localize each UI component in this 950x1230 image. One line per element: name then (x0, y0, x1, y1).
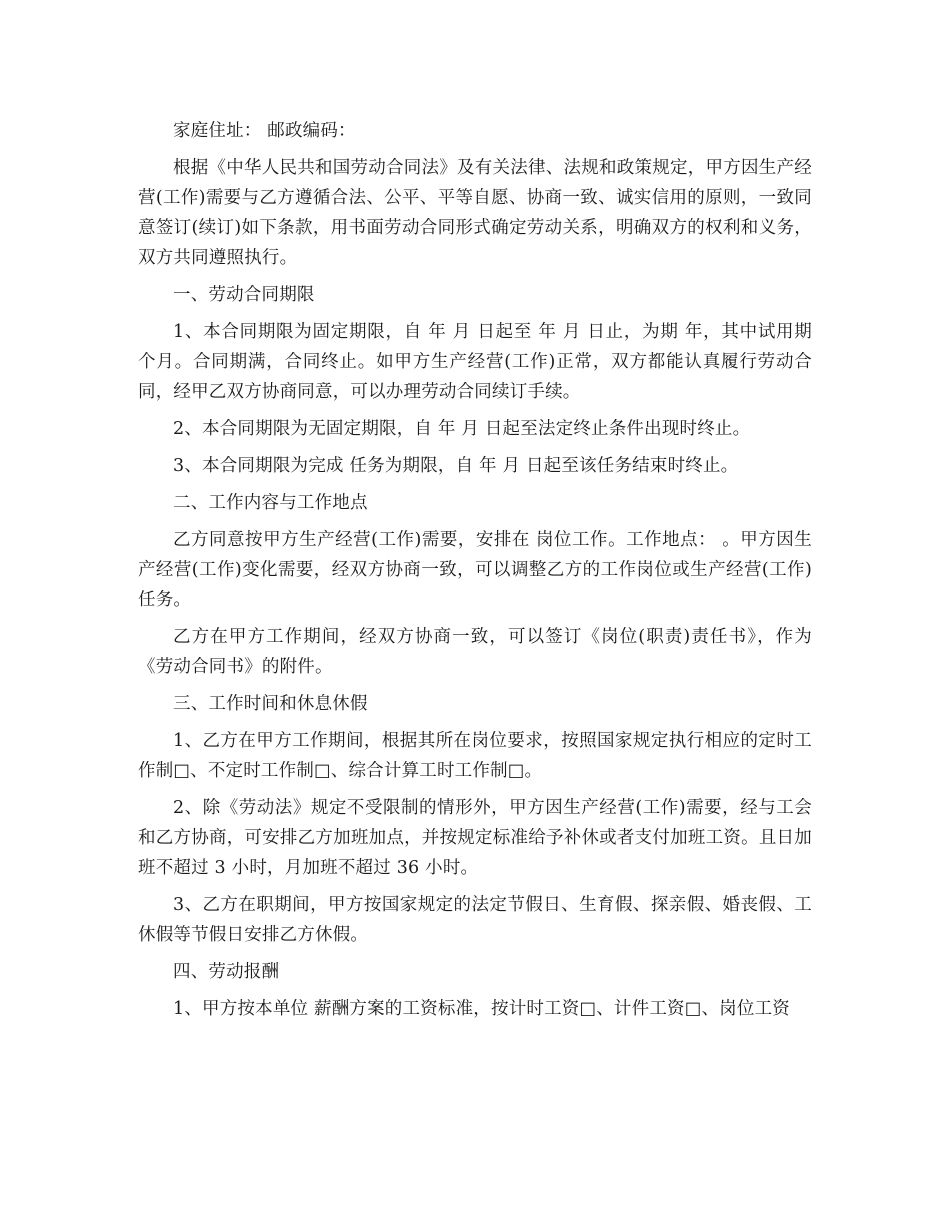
clause-holidays: 3、乙方在职期间，甲方按国家规定的法定节假日、生育假、探亲假、婚丧假、工休假等节假日安排乙方休假。 (138, 895, 812, 945)
clause-work-position: 乙方同意按甲方生产经营(工作)需要，安排在 岗位工作。工作地点： 。甲方因生产经营(工作)变化需要，经双方协商一致，可以调整乙方的工作岗位或生产经营(工作)任务。 (138, 530, 812, 610)
preamble-paragraph: 根据《中华人民共和国劳动合同法》及有关法律、法规和政策规定，甲方因生产经营(工作)需要与乙方遵循合法、公平、平等自愿、协商一致、诚实信用的原则，一致同意签订(续订)如下条款，用书面劳动合同形式确定劳动关系，明确双方的权利和义务，双方共同遵照执行。 (138, 158, 812, 268)
document-body (138, 116, 812, 1031)
clause-fixed-term: 1、本合同期限为固定期限，自 年 月 日起至 年 月 日止，为期 年，其中试用期 个月。合同期满，合同终止。如甲方生产经营(工作)正常，双方都能认真履行劳动合同，经甲乙双方协商同意，可以办理劳动合同续订手续。 (138, 322, 812, 402)
address-line: 家庭住址： 邮政编码： (173, 121, 356, 141)
clause-task-term: 3、本合同期限为完成 任务为期限，自 年 月 日起至该任务结束时终止。 (173, 456, 739, 476)
clause-wage-standard: 1、甲方按本单位 薪酬方案的工资标准，按计时工资□、计件工资□、岗位工资 (173, 999, 790, 1019)
section-heading-remuneration: 四、劳动报酬 (173, 962, 280, 982)
clause-working-hour-system: 1、乙方在甲方工作期间，根据其所在岗位要求，按照国家规定执行相应的定时工作制□、不定时工作制□、综合计算工时工作制□。 (138, 731, 812, 781)
clause-responsibility-letter: 乙方在甲方工作期间，经双方协商一致，可以签订《岗位(职责)责任书》，作为《劳动合同书》的附件。 (138, 627, 812, 677)
section-heading-work-content: 二、工作内容与工作地点 (173, 493, 368, 513)
section-heading-contract-term: 一、劳动合同期限 (173, 285, 315, 305)
clause-open-term: 2、本合同期限为无固定期限，自 年 月 日起至法定终止条件出现时终止。 (173, 419, 751, 439)
section-heading-working-hours: 三、工作时间和休息休假 (173, 694, 368, 714)
clause-overtime: 2、除《劳动法》规定不受限制的情形外，甲方因生产经营(工作)需要，经与工会和乙方协商，可安排乙方加班加点，并按规定标准给予补休或者支付加班工资。且日加班不超过 3 小时，月加班不超过 36 小时。 (138, 798, 812, 878)
